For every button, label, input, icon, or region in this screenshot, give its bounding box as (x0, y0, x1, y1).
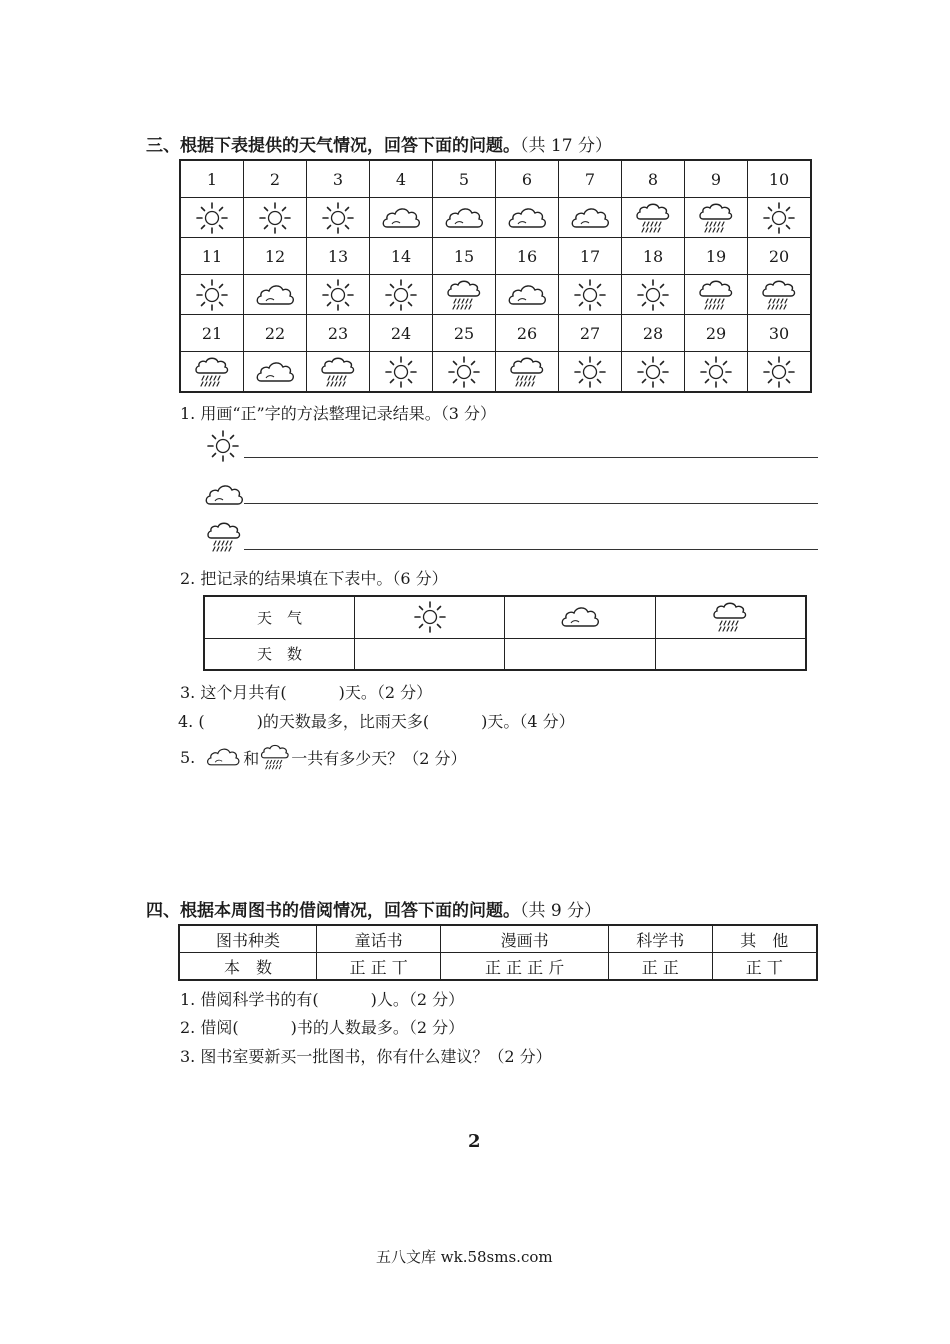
day-number: 9 (685, 160, 748, 198)
sun-days-answer[interactable] (355, 638, 505, 670)
header-cell: 图书种类 (179, 925, 316, 953)
day-number: 2 (244, 160, 307, 198)
sun-icon (180, 275, 244, 315)
rain-icon (180, 352, 244, 393)
page-number: 2 (468, 1131, 481, 1152)
q2-text: 2. 把记录的结果填在下表中。（6 分） (180, 569, 448, 588)
cloud-icon (370, 198, 433, 238)
cloud-icon (203, 480, 245, 514)
cloud-icon (559, 198, 622, 238)
days-label: 天 数 (204, 638, 355, 670)
count-cell: 正 正 丅 (316, 953, 441, 981)
rain-days-answer[interactable] (655, 638, 806, 670)
day-number: 5 (433, 160, 496, 198)
count-cell: 本 数 (179, 953, 316, 981)
day-number: 10 (748, 160, 812, 198)
weather-icon-row (180, 275, 811, 315)
section4-title: 四、根据本周图书的借阅情况，回答下面的问题。（共 9 分） (146, 901, 602, 921)
header-cell: 童话书 (316, 925, 441, 953)
day-number: 25 (433, 315, 496, 352)
tally-line-rain[interactable] (244, 549, 818, 550)
q5-text: 5. 和 一共有多少天？（2 分） (180, 742, 467, 772)
day-number: 24 (370, 315, 433, 352)
day-number: 7 (559, 160, 622, 198)
rain-icon (748, 275, 812, 315)
cloud-icon (244, 352, 307, 393)
sun-icon (180, 198, 244, 238)
cloud-days-answer[interactable] (505, 638, 655, 670)
s4-q2-text: 2. 借阅( )书的人数最多。（2 分） (180, 1018, 465, 1037)
rain-icon (655, 596, 806, 638)
header-cell: 其 他 (712, 925, 817, 953)
day-number-row (180, 160, 811, 198)
sun-icon (433, 352, 496, 393)
sun-icon (748, 352, 812, 393)
rain-icon (622, 198, 685, 238)
day-number: 20 (748, 238, 812, 275)
sun-icon (307, 275, 370, 315)
day-number: 18 (622, 238, 685, 275)
day-number: 4 (370, 160, 433, 198)
day-number: 22 (244, 315, 307, 352)
day-number: 27 (559, 315, 622, 352)
sun-icon (685, 352, 748, 393)
sun-icon (355, 596, 505, 638)
q3-text: 3. 这个月共有( )天。（2 分） (180, 683, 433, 702)
weather-icon-row (180, 352, 811, 393)
day-number: 23 (307, 315, 370, 352)
sun-icon (370, 352, 433, 393)
weather-calendar-table (179, 159, 812, 393)
weather-tally-table (203, 595, 807, 671)
sun-icon (622, 352, 685, 393)
weather-icon-row (180, 198, 811, 238)
header-cell: 科学书 (608, 925, 712, 953)
day-number: 6 (496, 160, 559, 198)
book-borrowing-table (178, 924, 818, 981)
rain-icon (685, 275, 748, 315)
day-number: 21 (180, 315, 244, 352)
rain-icon (205, 520, 243, 558)
tally-line-sun[interactable] (244, 457, 818, 458)
cloud-icon (433, 198, 496, 238)
day-number: 19 (685, 238, 748, 275)
day-number: 29 (685, 315, 748, 352)
rain-icon (259, 742, 291, 772)
day-number: 12 (244, 238, 307, 275)
sun-icon (244, 198, 307, 238)
day-number: 14 (370, 238, 433, 275)
day-number: 3 (307, 160, 370, 198)
day-number: 15 (433, 238, 496, 275)
s4-q3-text: 3. 图书室要新买一批图书，你有什么建议？（2 分） (180, 1047, 552, 1066)
q4-text: 4. ( )的天数最多，比雨天多( )天。（4 分） (178, 712, 575, 731)
q1-text: 1. 用画“正”字的方法整理记录结果。（3 分） (180, 404, 496, 423)
sun-icon (748, 198, 812, 238)
count-cell: 正 正 (608, 953, 712, 981)
weather-label: 天 气 (204, 596, 355, 638)
sun-icon (622, 275, 685, 315)
cloud-icon (203, 744, 243, 770)
rain-icon (685, 198, 748, 238)
day-number: 17 (559, 238, 622, 275)
day-number: 30 (748, 315, 812, 352)
header-cell: 漫画书 (441, 925, 608, 953)
rain-icon (433, 275, 496, 315)
cloud-icon (496, 198, 559, 238)
sun-icon (559, 352, 622, 393)
rain-icon (307, 352, 370, 393)
rain-icon (496, 352, 559, 393)
count-cell: 正 正 正 斤 (441, 953, 608, 981)
day-number: 16 (496, 238, 559, 275)
s4-q1-text: 1. 借阅科学书的有( )人。（2 分） (180, 990, 465, 1009)
day-number: 11 (180, 238, 244, 275)
section3-title: 三、根据下表提供的天气情况，回答下面的问题。（共 17 分） (146, 136, 612, 156)
cloud-icon (496, 275, 559, 315)
sun-icon (559, 275, 622, 315)
day-number: 1 (180, 160, 244, 198)
sun-icon (307, 198, 370, 238)
day-number: 8 (622, 160, 685, 198)
count-cell: 正 丅 (712, 953, 817, 981)
day-number-row (180, 315, 811, 352)
sun-icon (370, 275, 433, 315)
footer-watermark: 五八文库 wk.58sms.com (376, 1248, 553, 1266)
cloud-icon (244, 275, 307, 315)
cloud-icon (505, 596, 655, 638)
day-number: 13 (307, 238, 370, 275)
tally-line-cloud[interactable] (244, 503, 818, 504)
day-number: 26 (496, 315, 559, 352)
day-number-row (180, 238, 811, 275)
day-number: 28 (622, 315, 685, 352)
sun-icon (205, 428, 241, 468)
